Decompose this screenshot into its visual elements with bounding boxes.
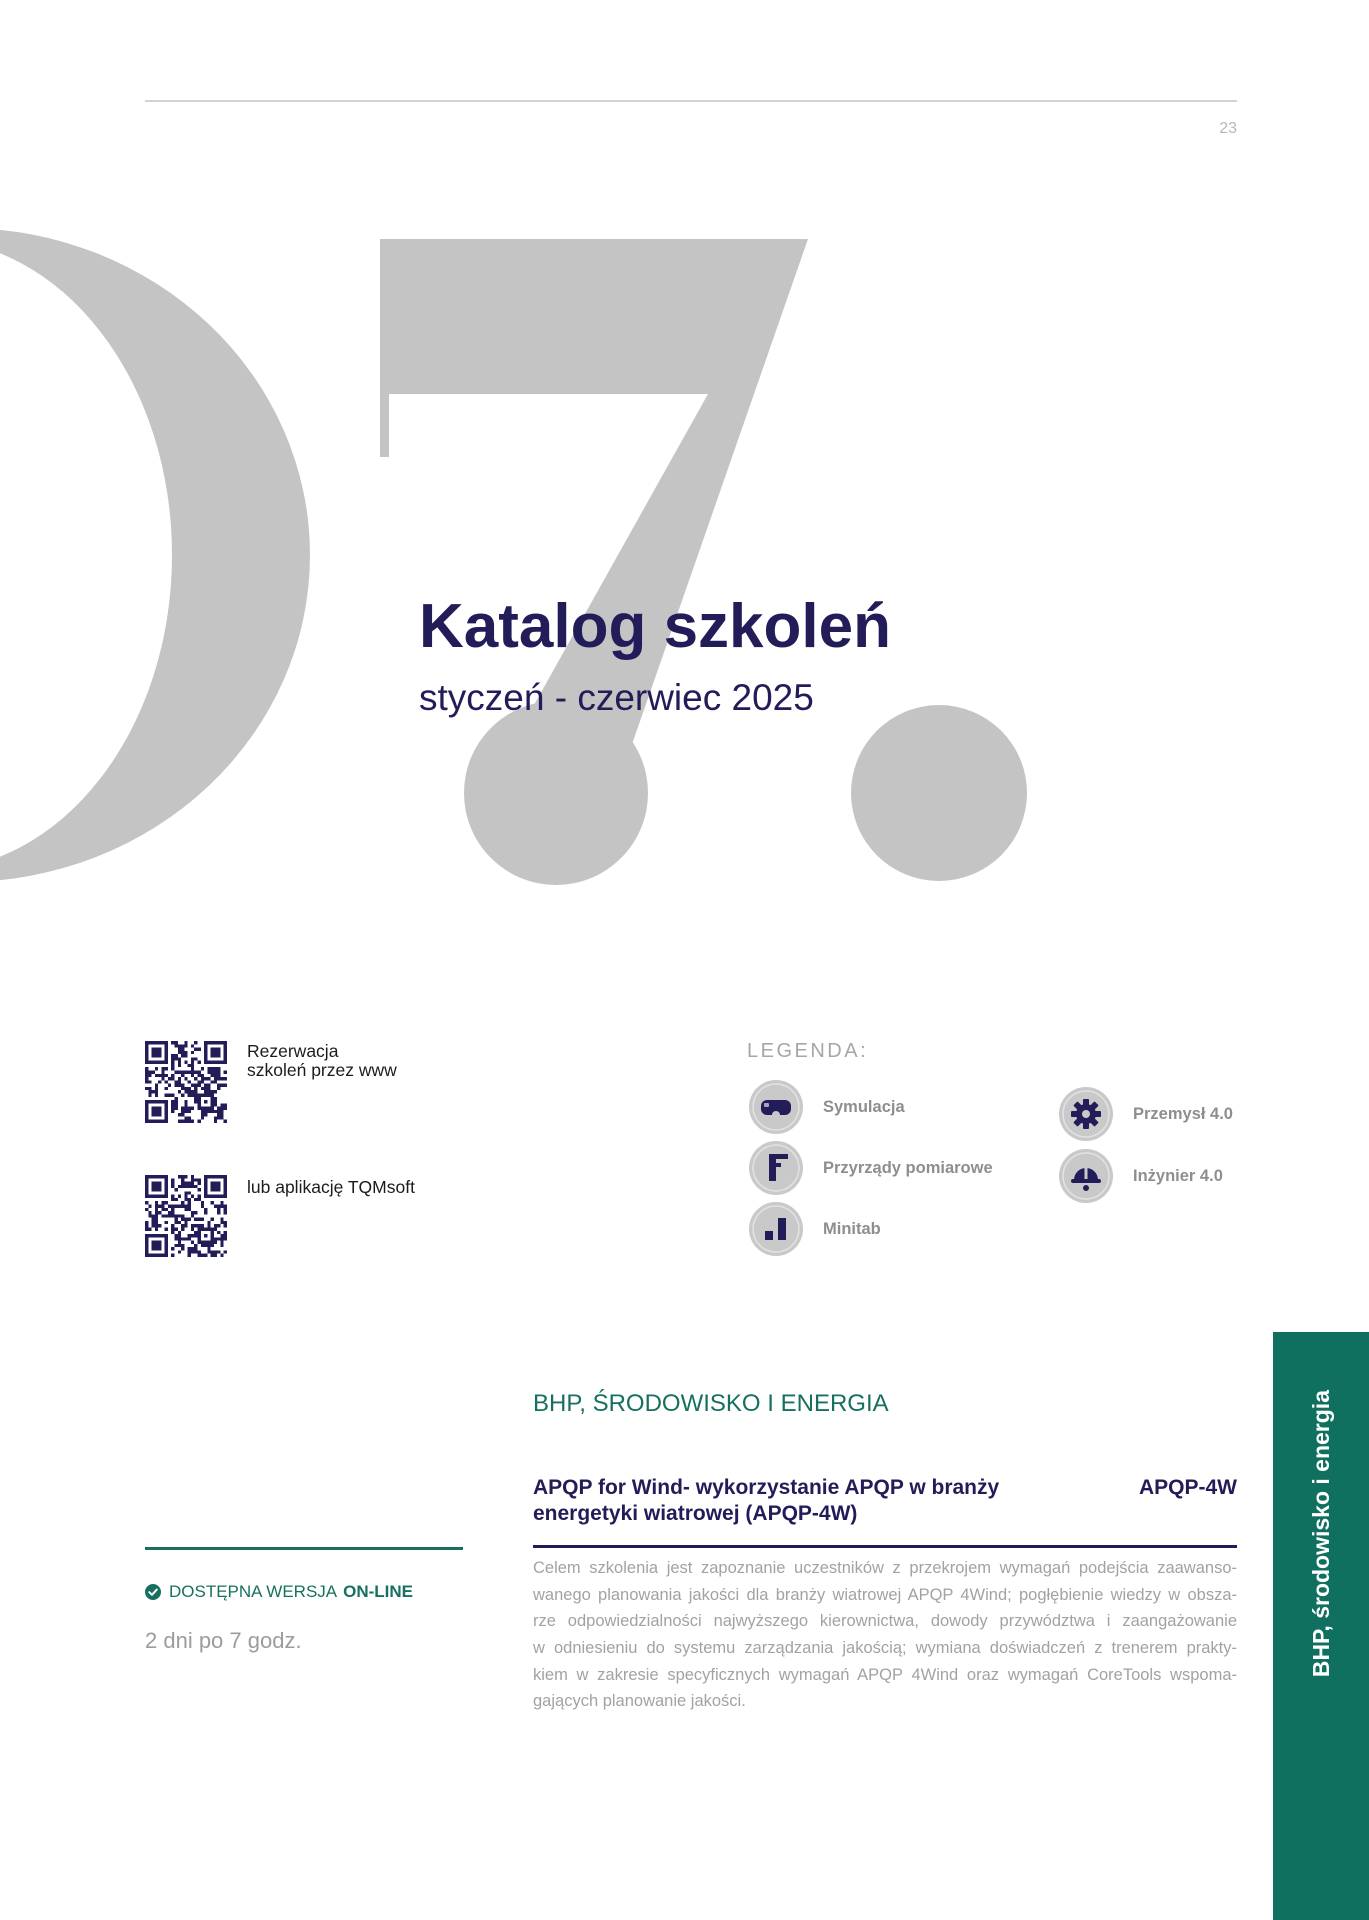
description-line: wanego planowania jakości dla branży wiatrowej APQP 4Wind; pogłębienie wiedzy w obsza- <box>533 1585 1237 1604</box>
description-line: kiem w zakresie specyficznych wymagań APQP 4Wind oraz wymagań CoreTools wspoma- <box>533 1665 1237 1684</box>
description-line: Celem szkolenia jest zapoznanie uczestników z przekrojem wymagań podejścia zaawanso- <box>533 1559 1237 1577</box>
legend-item-simulation <box>748 1079 905 1135</box>
course-description <box>533 1555 1237 1715</box>
numeral-zero <box>0 228 310 882</box>
qr-code-www[interactable] <box>145 1041 227 1123</box>
course-meta-rule <box>145 1547 463 1550</box>
catalog-title: Katalog szkoleń <box>419 592 891 661</box>
qr-www-label <box>247 1042 397 1080</box>
page-number: 23 <box>1219 120 1237 137</box>
description-line: rze odpowiedzialności najwyższego kierownictwa, dowody przywództwa i zaangażowanie <box>533 1612 1237 1631</box>
qr-www-label-line: szkoleń przez www <box>247 1060 397 1080</box>
bar-chart-icon <box>748 1201 804 1257</box>
legend-label: Przyrządy pomiarowe <box>823 1158 993 1177</box>
legend-item-engineer-4 <box>1058 1148 1223 1204</box>
category-side-tab-label-wrap <box>1273 1387 1369 1680</box>
course-title: APQP for Wind- wykorzystanie APQP w branży energetyki wiatrowej (APQP-4W) <box>533 1476 1000 1525</box>
qr-app-label-line: lub aplikację TQMsoft <box>247 1177 415 1197</box>
numeral-dot <box>851 705 1027 881</box>
online-label: ON-LINE <box>343 1582 414 1601</box>
vr-goggles-icon <box>748 1079 804 1135</box>
course-duration: 2 dni po 7 godz. <box>145 1628 302 1653</box>
qr-app-label <box>247 1178 415 1197</box>
numeral-seven <box>380 239 808 885</box>
category-side-tab-label: BHP, środowisko i energia <box>1307 1389 1334 1678</box>
legend-label: Przemysł 4.0 <box>1133 1104 1233 1123</box>
description-line: gających planowanie jakości. <box>533 1692 746 1711</box>
section-number-watermark <box>0 0 1369 900</box>
legend-label: Minitab <box>823 1219 881 1238</box>
online-prefix: DOSTĘPNA WERSJA <box>169 1582 338 1601</box>
caliper-icon <box>748 1140 804 1196</box>
legend-label: Inżynier 4.0 <box>1133 1166 1223 1185</box>
course-code: APQP-4W <box>1138 1476 1237 1499</box>
course-title-rule <box>533 1545 1237 1548</box>
legend-item-minitab <box>748 1201 881 1257</box>
legend-item-measuring-tools <box>748 1140 993 1196</box>
legend-item-industry-4 <box>1058 1086 1233 1142</box>
qr-modules <box>145 1175 227 1257</box>
check-circle-icon <box>145 1584 161 1600</box>
legend-title: LEGENDA: <box>747 1040 869 1062</box>
catalog-period: styczeń - czerwiec 2025 <box>419 677 814 718</box>
online-availability <box>145 1580 413 1604</box>
hard-hat-icon <box>1058 1148 1114 1204</box>
legend-label: Symulacja <box>823 1097 905 1116</box>
qr-www-label-line: Rezerwacja <box>247 1041 339 1061</box>
gear-icon <box>1058 1086 1114 1142</box>
section-heading: BHP, ŚRODOWISKO I ENERGIA <box>533 1390 889 1417</box>
description-line: w odniesieniu do systemu zarządzania jakością; wymiana doświadczeń z trenerem prakty- <box>533 1639 1237 1658</box>
qr-modules <box>145 1041 227 1123</box>
qr-code-app[interactable] <box>145 1175 227 1257</box>
